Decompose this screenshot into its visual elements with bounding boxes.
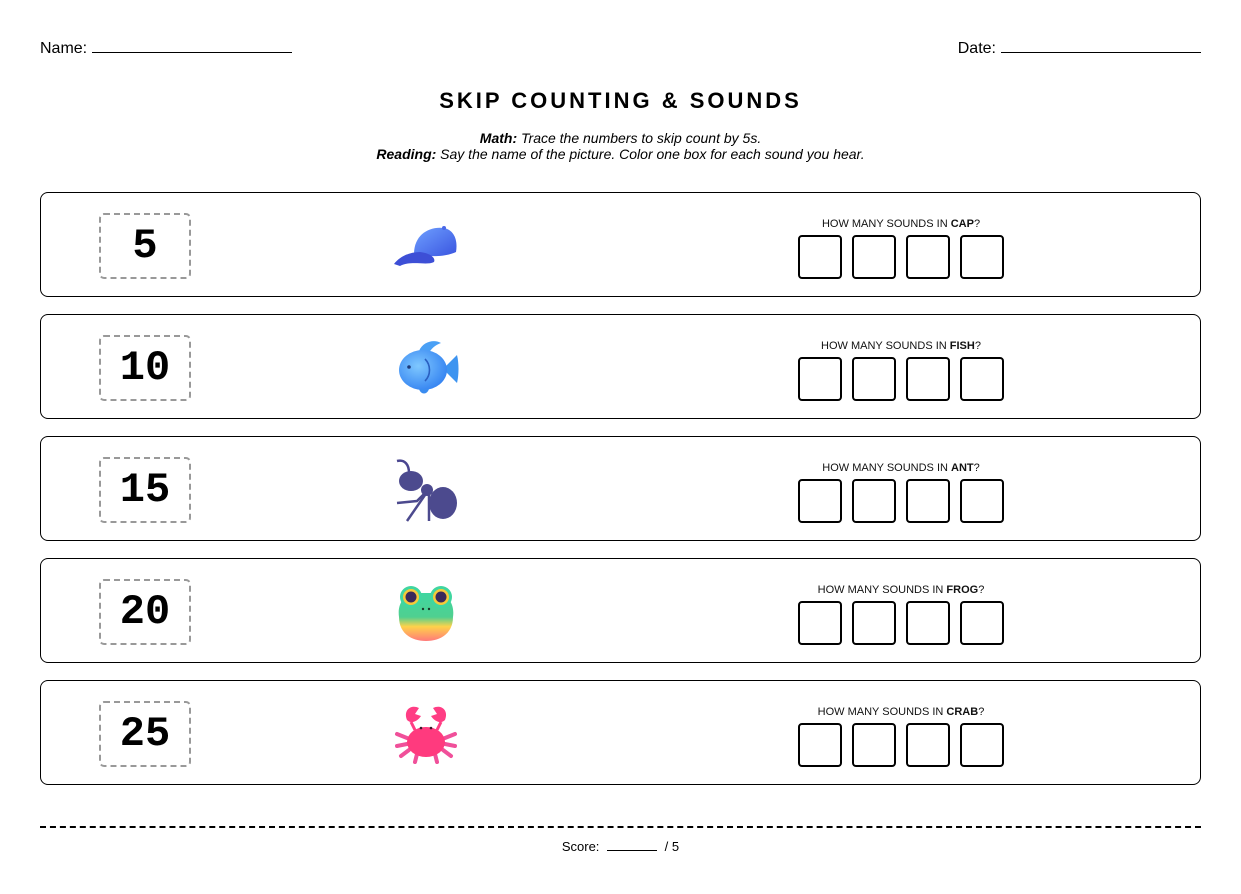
sound-box[interactable]	[798, 479, 842, 523]
sound-box[interactable]	[906, 357, 950, 401]
question-word: ANT	[951, 462, 974, 474]
question-word: FISH	[949, 340, 975, 352]
worksheet-row	[40, 680, 1201, 785]
date-label: Date:	[957, 40, 996, 57]
math-instruction	[0, 130, 1241, 146]
math-text: Trace the numbers to skip count by 5s.	[517, 130, 762, 146]
trace-number-box[interactable]: 25	[99, 701, 191, 767]
page-title: SKIP COUNTING & SOUNDS	[439, 88, 802, 113]
worksheet-row	[40, 436, 1201, 541]
sound-box[interactable]	[960, 601, 1004, 645]
date-input-line[interactable]	[1001, 38, 1201, 53]
sounds-question	[798, 705, 1004, 719]
sound-boxes	[798, 235, 1004, 279]
sound-box[interactable]	[960, 357, 1004, 401]
sound-box[interactable]	[960, 723, 1004, 767]
question-suffix: ?	[978, 706, 985, 718]
question-prefix: HOW MANY SOUNDS IN	[821, 340, 950, 352]
sound-box[interactable]	[798, 357, 842, 401]
header	[40, 38, 1201, 58]
sound-boxes	[798, 479, 1004, 523]
crab-icon	[391, 699, 461, 769]
name-input-line[interactable]	[92, 38, 292, 53]
sound-boxes	[798, 723, 1004, 767]
frog-icon	[391, 577, 461, 647]
sounds-section	[798, 583, 1004, 645]
sound-box[interactable]	[798, 235, 842, 279]
reading-instruction	[0, 146, 1241, 162]
name-label: Name:	[40, 40, 88, 57]
question-suffix: ?	[973, 462, 980, 474]
question-suffix: ?	[973, 218, 981, 230]
sounds-question	[798, 217, 1004, 231]
trace-number-box[interactable]: 15	[99, 457, 191, 523]
sound-box[interactable]	[960, 235, 1004, 279]
sound-box[interactable]	[798, 601, 842, 645]
reading-label: Reading:	[376, 146, 437, 162]
cap-icon	[391, 211, 461, 281]
question-prefix: HOW MANY SOUNDS IN	[817, 584, 947, 596]
worksheet-row	[40, 558, 1201, 663]
question-prefix: HOW MANY SOUNDS IN	[817, 706, 947, 718]
score-total: / 5	[664, 839, 680, 854]
question-prefix: HOW MANY SOUNDS IN	[821, 218, 951, 230]
fish-icon	[391, 333, 461, 403]
question-prefix: HOW MANY SOUNDS IN	[822, 462, 952, 474]
question-word: FROG	[946, 584, 979, 596]
sound-box[interactable]	[798, 723, 842, 767]
ant-icon	[391, 455, 461, 525]
sound-box[interactable]	[906, 235, 950, 279]
sound-box[interactable]	[906, 601, 950, 645]
sound-box[interactable]	[852, 601, 896, 645]
instructions	[0, 130, 1241, 162]
sound-box[interactable]	[852, 723, 896, 767]
name-field	[40, 38, 292, 58]
sounds-section	[798, 339, 1004, 401]
trace-number-box[interactable]: 20	[99, 579, 191, 645]
score-field	[0, 839, 1241, 854]
question-word: CRAB	[946, 706, 979, 718]
sound-box[interactable]	[906, 723, 950, 767]
sounds-question	[798, 583, 1004, 597]
score-input-line[interactable]	[607, 839, 657, 851]
question-word: CAP	[950, 218, 974, 230]
trace-number-box[interactable]: 10	[99, 335, 191, 401]
sounds-section	[798, 461, 1004, 523]
sounds-section	[798, 217, 1004, 279]
worksheet-rows	[40, 192, 1201, 802]
math-label: Math:	[479, 130, 518, 146]
cut-line-divider	[40, 826, 1201, 828]
sound-box[interactable]	[852, 235, 896, 279]
worksheet-row	[40, 314, 1201, 419]
sounds-section	[798, 705, 1004, 767]
worksheet-row	[40, 192, 1201, 297]
date-field	[958, 38, 1201, 58]
sound-box[interactable]	[906, 479, 950, 523]
sound-box[interactable]	[960, 479, 1004, 523]
reading-text: Say the name of the picture. Color one box for each sound you hear.	[436, 146, 865, 162]
sound-box[interactable]	[852, 357, 896, 401]
sound-boxes	[798, 357, 1004, 401]
score-label: Score:	[561, 839, 600, 854]
sounds-question	[798, 461, 1004, 475]
sounds-question	[798, 339, 1004, 353]
sound-box[interactable]	[852, 479, 896, 523]
question-suffix: ?	[978, 584, 985, 596]
trace-number-box[interactable]: 5	[99, 213, 191, 279]
question-suffix: ?	[974, 340, 981, 352]
sound-boxes	[798, 601, 1004, 645]
